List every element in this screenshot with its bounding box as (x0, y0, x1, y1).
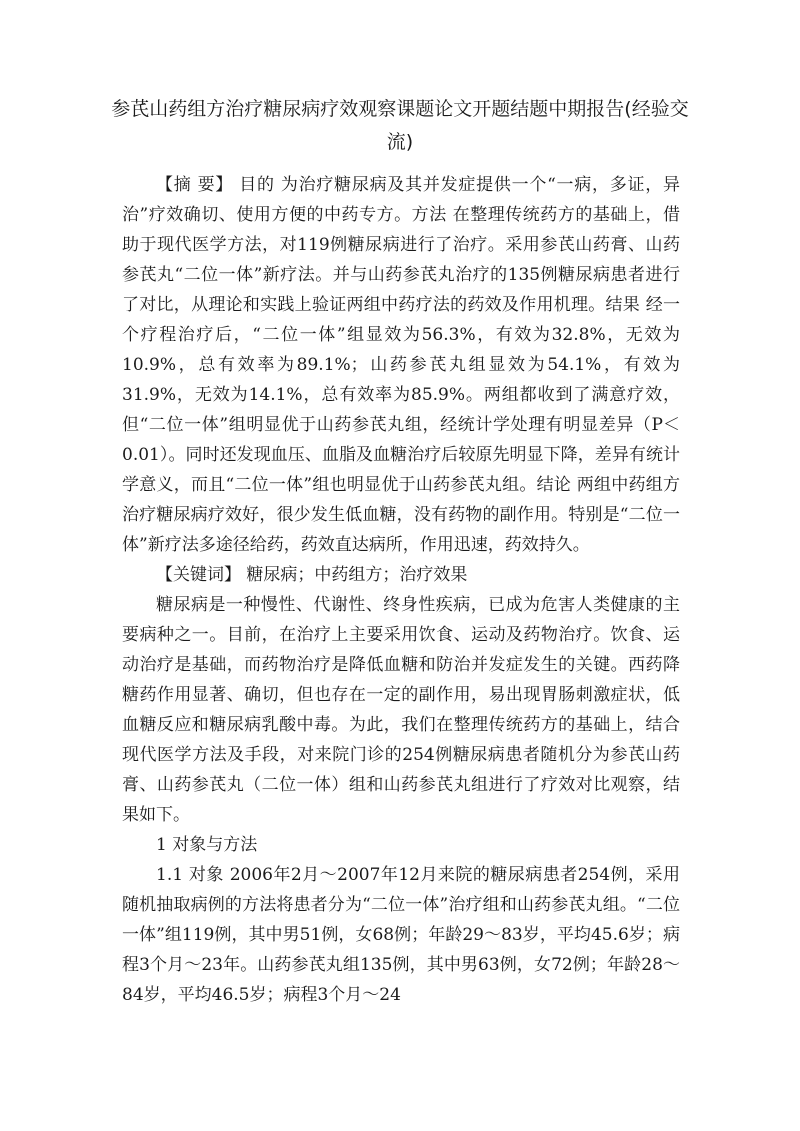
keywords-paragraph (122, 560, 680, 590)
abstract-paragraph (122, 170, 680, 560)
section-heading: 1 对象与方法 (156, 835, 258, 855)
keywords-text: 糖尿病；中药组方；治疗效果 (241, 565, 468, 585)
section-1-1-paragraph: 1.1 对象 2006年2月～2007年12月来院的糖尿病患者254例，采用随机抽取病例的方法将患者分为“二位一体”治疗组和山药参芪丸组。“二位一体”组119例，其中男51例，女68例；年龄29～83岁，平均45.6岁；病程3个月～23年。山药参芪丸组135例，其中男63例，女72例；年龄28～84岁，平均46.5岁；病程3个月～24 (122, 865, 680, 1005)
document-title: 参芪山药组方治疗糖尿病疗效观察课题论文开题结题中期报告(经验交流) (111, 98, 689, 153)
intro-paragraph: 糖尿病是一种慢性、代谢性、终身性疾病，已成为危害人类健康的主要病种之一。目前，在治疗上主要采用饮食、运动及药物治疗。饮食、运动治疗是基础，而药物治疗是降低血糖和防治并发症发生的关键。西药降糖药作用显著、确切，但也存在一定的副作用，易出现胃肠刺激症状，低血糖反应和糖尿病乳酸中毒。为此，我们在整理传统药方的基础上，结合现代医学方法及手段，对来院门诊的254例糖尿病患者随机分为参芪山药膏、山药参芪丸（二位一体）组和山药参芪丸组进行了疗效对比观察，结果如下。 (122, 595, 680, 825)
document-body (122, 170, 680, 1010)
abstract-text: 目的 为治疗糖尿病及其并发症提供一个“一病，多证，异治”疗效确切、使用方便的中药专方。方法 在整理传统药方的基础上，借助于现代医学方法，对119例糖尿病进行了治疗。采用参芪山药膏、山药参芪丸“二位一体”新疗法。并与山药参芪丸治疗的135例糖尿病患者进行了对比，从理论和实践上验证两组中药疗法的药效及作用机理。结果 经一个疗程治疗后，“二位一体”组显效为56.3%，有效为32.8%，无效为10.9%，总有效率为89.1%；山药参芪丸组显效为54.1%，有效为31.9%，无效为14.1%，总有效率为85.9%。两组都收到了满意疗效，但“二位一体”组明显优于山药参芪丸组，经统计学处理有明显差异（P＜0.01）。同时还发现血压、血脂及血糖治疗后较原先明显下降，差异有统计学意义，而且“二位一体”组也明显优于山药参芪丸组。结论 两组中药组方治疗糖尿病疗效好，很少发生低血糖，没有药物的副作用。特别是“二位一体”新疗法多途径给药，药效直达病所，作用迅速，药效持久。 (122, 175, 681, 555)
keywords-label: 【关键词】 (156, 565, 241, 585)
abstract-label: 【摘 要】 (156, 175, 234, 195)
